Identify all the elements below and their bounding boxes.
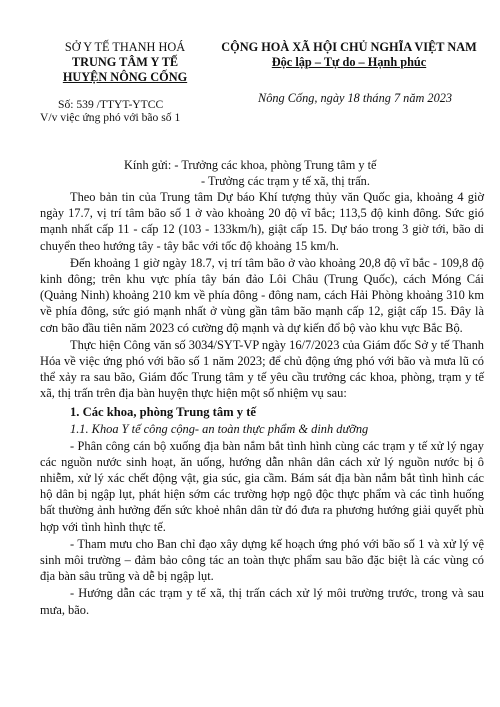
body-paragraph: - Hướng dẫn các trạm y tế xã, thị trấn cách xử lý môi trường trước, trong và sau mưa, bão. [40,586,484,617]
document-body [40,189,484,619]
subsection-heading: 1.1. Khoa Y tế công cộng- an toàn thực phẩm & dinh dưỡng [70,421,369,436]
doc-number-prefix: Số: [58,98,74,111]
recipients-block [124,158,464,189]
body-paragraph: Đến khoảng 1 giờ ngày 18.7, vị trí tâm bão ở vào khoảng 20,8 độ vĩ bắc - 109,8 độ kinh đông; trên khu vực phía tây bán đảo Lôi Châu (Trung Quốc), cách Móng Cái (Quảng Ninh) khoảng 210 km về phía đông - đông nam, cách Hải Phòng khoảng 310 km về phía đông, sức gió mạnh nhất ở vùng gần tâm bão mạnh cấp 12, giật cấp 15. Đây là cơn bão đầu tiên năm 2023 có cường độ mạnh và dự kiến đổ bộ vào khu vực Bắc Bộ. [40,255,484,335]
national-motto: Độc lập – Tự do – Hạnh phúc [271,55,427,69]
body-paragraph: - Tham mưu cho Ban chỉ đạo xây dựng kế hoạch ứng phó với bão số 1 và xử lý vệ sinh môi trường – đảm bảo công tác an toàn thực phẩm sau bão đặc biệt là các vùng có địa bàn sâu trũng và dễ bị ngập lụt. [40,536,484,584]
agency-name-line2: HUYỆN NÔNG CỐNG [62,70,188,84]
recipients-label: Kính gửi: [124,158,172,172]
doc-number-value: 539 [76,98,94,111]
body-paragraph: - Phân công cán bộ xuống địa bàn nắm bắt tình hình cùng các trạm y tế xử lý ngay các nguồn nước sinh hoạt, ăn uống, hướng dẫn nhân dân cách xử lý nguồn nước bị ô nhiễm, xử lý xác chết động vật, gia súc, gia cầm. Bám sát địa bàn nắm bắt tình hình các hộ dân bị ngập lụt, phát hiện sớm các trường hợp ngộ độc thực phẩm và các tình huống bất thường ảnh hưởng đến sức khoẻ nhân dân từ đó đưa ra phương hướng giải quyết phù hợp với tình hình thực tế. [40,438,484,534]
issuing-agency-block [40,40,210,85]
recipient-item: - Trưởng các trạm y tế xã, thị trấn. [201,173,370,188]
document-number [58,98,163,111]
national-header-block [218,40,480,70]
body-paragraph: Theo bản tin của Trung tâm Dự báo Khí tượng thủy văn Quốc gia, khoảng 4 giờ ngày 17.7, vị trí tâm bão số 1 ở vào khoảng 20 độ vĩ bắc; 113,5 độ kinh đông. Sức gió mạnh nhất cấp 11 - cấp 12 (103 - 133km/h), giật cấp 15. Dự báo trong 3 giờ tới, bão di chuyển theo hướng tây - tây bắc với tốc độ khoảng 15 km/h. [40,190,484,253]
recipient-item: - Trưởng các khoa, phòng Trung tâm y tế [174,158,377,172]
nation-name: CỘNG HOÀ XÃ HỘI CHỦ NGHĨA VIỆT NAM [221,40,477,54]
parent-agency: SỞ Y TẾ THANH HOÁ [64,40,186,54]
body-paragraph: Thực hiện Công văn số 3034/SYT-VP ngày 16/7/2023 của Giám đốc Sở y tế Thanh Hóa về việc ứng phó với bão số 1 năm 2023; để chủ động ứng phó với bão và mưa lũ có thể xảy ra sau bão, Giám đốc Trung tâm y tế yêu cầu trưởng các khoa, phòng, trạm y tế xã, thị trấn trên địa bàn huyện thực hiện một số nhiệm vụ sau: [40,337,484,401]
place-and-date: Nông Cống, ngày 18 tháng 7 năm 2023 [258,91,453,105]
section-heading: 1. Các khoa, phòng Trung tâm y tế [70,404,257,419]
document-subject: V/v việc ứng phó với bão số 1 [40,111,181,124]
recipient-line-1 [124,158,464,174]
doc-number-suffix: /TTYT-YTCC [96,98,164,111]
agency-name-line1: TRUNG TÂM Y TẾ [71,55,179,69]
